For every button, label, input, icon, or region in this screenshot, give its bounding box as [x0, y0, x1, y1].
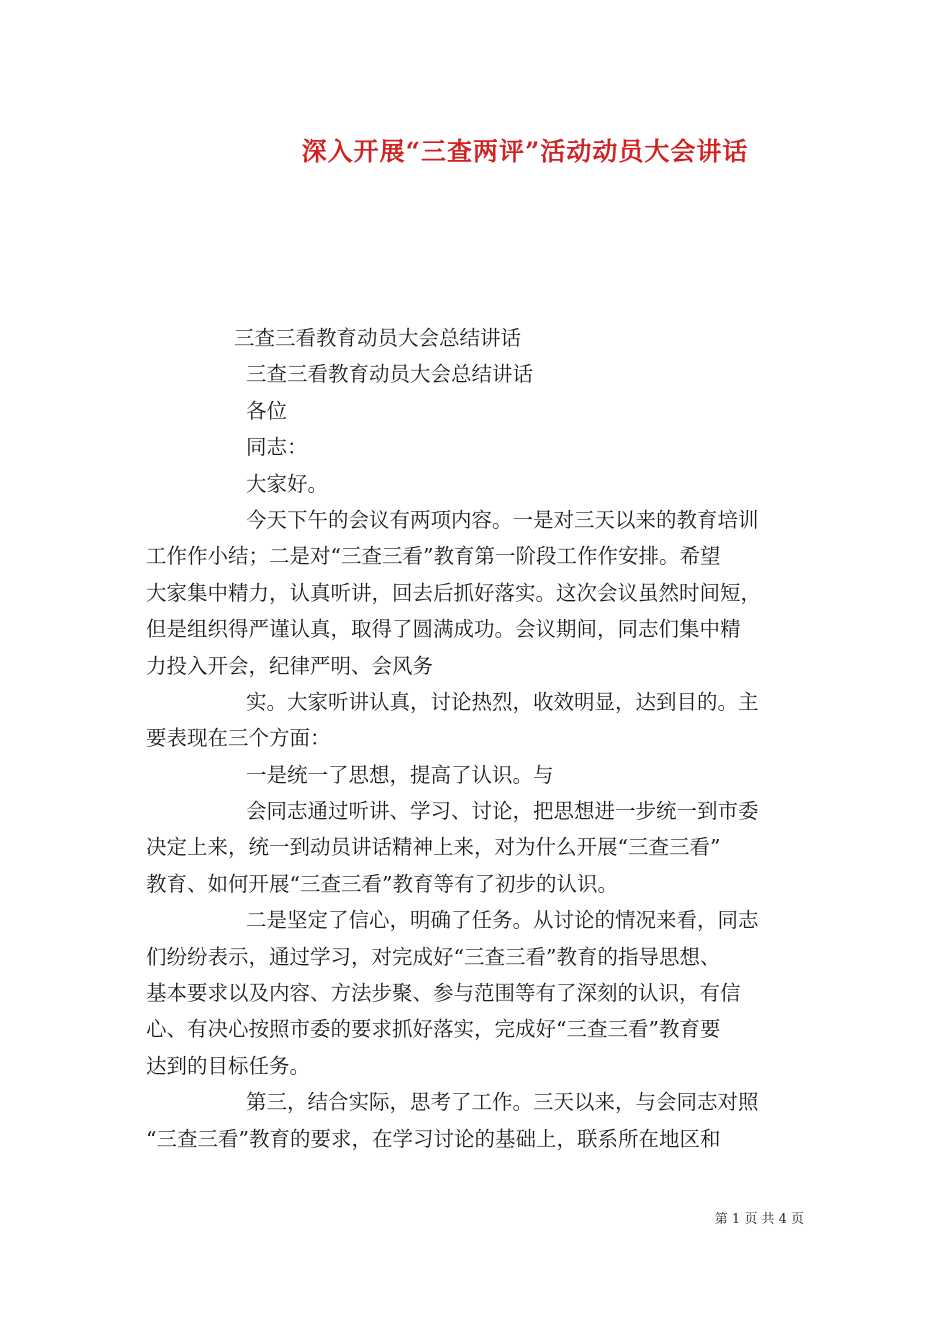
body-line: 基本要求以及内容、方法步聚、参与范围等有了深刻的认识，有信 [146, 981, 741, 1006]
body-line: 力投入开会，纪律严明、会风务 [146, 653, 433, 678]
body-line: 二是坚定了信心，明确了任务。从讨论的情况来看，同志 [246, 908, 759, 933]
body-line: 三查三看教育动员大会总结讲话 [246, 362, 533, 387]
body-line: “三查三看”教育的要求，在学习讨论的基础上，联系所在地区和 [146, 1126, 721, 1151]
page-footer [715, 1208, 804, 1227]
body-line: 们纷纷表示，通过学习，对完成好“三查三看”教育的指导思想、 [146, 944, 721, 969]
body-line: 但是组织得严谨认真，取得了圆满成功。会议期间，同志们集中精 [146, 617, 741, 642]
body-line: 同志： [246, 435, 308, 460]
body-line: 一是统一了思想，提高了认识。与 [246, 762, 554, 787]
body-line: 心、有决心按照市委的要求抓好落实，完成好“三查三看”教育要 [146, 1017, 721, 1042]
document-body [146, 320, 810, 1157]
body-line: 会同志通过听讲、学习、讨论，把思想进一步统一到市委 [246, 799, 759, 824]
body-line: 三查三看教育动员大会总结讲话 [234, 326, 521, 350]
body-line: 今天下午的会议有两项内容。一是对三天以来的教育培训 [246, 507, 759, 532]
body-line: 第三，结合实际，思考了工作。三天以来，与会同志对照 [246, 1090, 759, 1115]
body-line: 大家好。 [246, 471, 328, 496]
body-line: 要表现在三个方面： [146, 726, 331, 751]
body-line: 各位 [246, 398, 287, 423]
body-line: 达到的目标任务。 [146, 1053, 310, 1078]
body-line: 工作作小结；二是对“三查三看”教育第一阶段工作作安排。希望 [146, 544, 721, 569]
document-title: 深入开展“三查两评”活动动员大会讲话 [301, 137, 749, 166]
body-line: 大家集中精力，认真听讲，回去后抓好落实。这次会议虽然时间短， [146, 580, 761, 605]
body-line: 决定上来，统一到动员讲话精神上来，对为什么开展“三查三看” [146, 835, 721, 860]
body-line: 实。大家听讲认真，讨论热烈，收效明显，达到目的。主 [246, 689, 759, 714]
page-number-label: 第 1 页 共 4 页 [714, 1212, 804, 1227]
body-line: 教育、如何开展“三查三看”教育等有了初步的认识。 [146, 871, 618, 896]
